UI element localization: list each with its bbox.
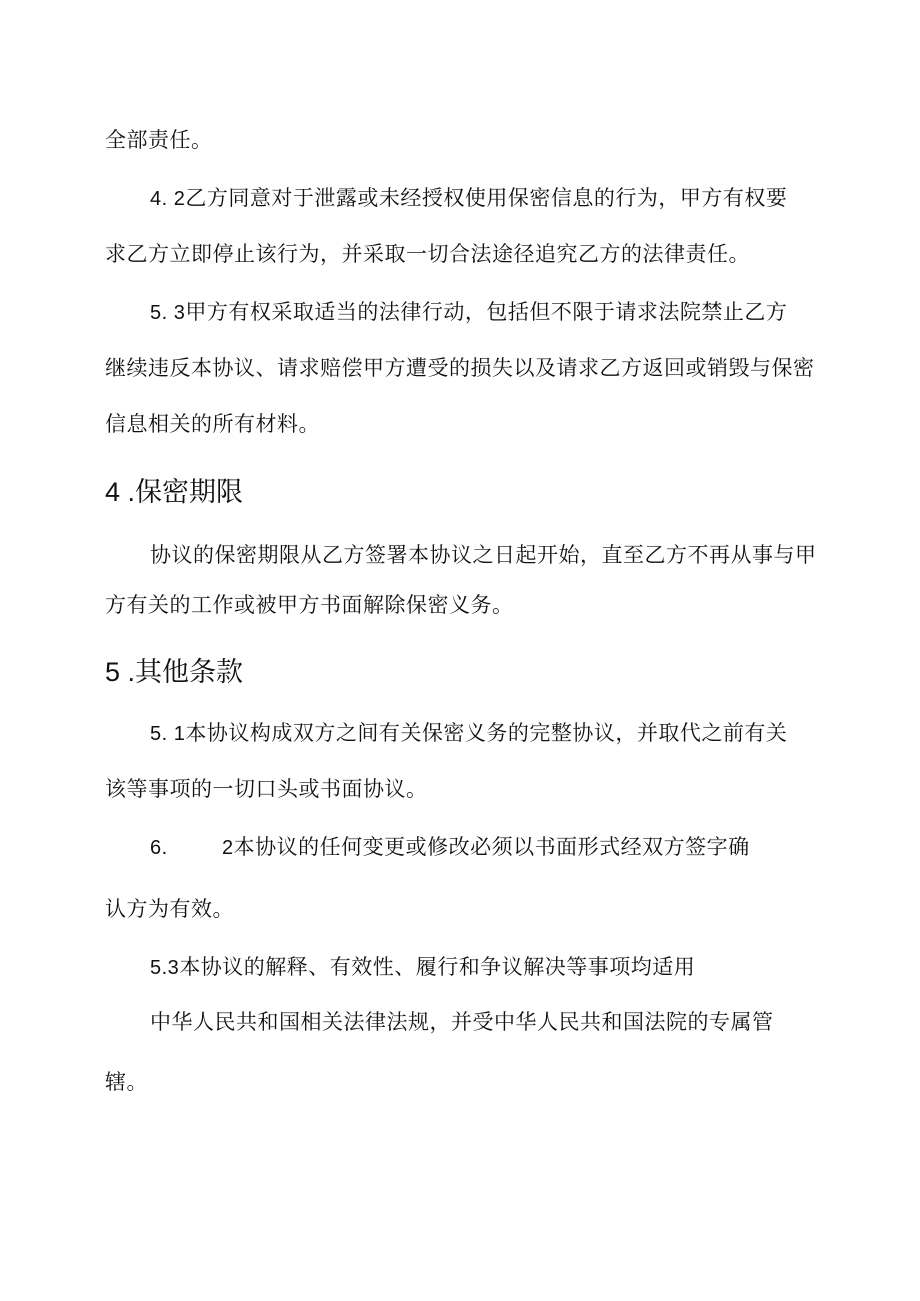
clause-subnumber: 2: [222, 837, 234, 859]
section-number: 5 .: [105, 657, 136, 687]
section-5-heading: [105, 655, 243, 690]
clause-number: 5. 3: [150, 302, 186, 324]
clause-text: 本协议的解释、有效性、履行和争议解决等事项均适用: [179, 955, 696, 979]
clause-5-3-line-3: [105, 410, 320, 438]
paragraph-text: 方有关的工作或被甲方书面解除保密义务。: [105, 593, 514, 617]
clause-5-1-line-1: [150, 719, 787, 748]
clause-5-1-line-2: [105, 775, 428, 803]
section-title: 保密期限: [135, 477, 244, 508]
clause-6-2-line-2: [105, 895, 234, 923]
clause-text: 认方为有效。: [105, 897, 234, 921]
clause-text: 甲方有权采取适当的法律行动，包括但不限于请求法院禁止乙方: [185, 300, 788, 324]
clause-5-3-line-1: [150, 298, 787, 327]
clause-6-2-number: [150, 833, 168, 862]
section-4-heading: [105, 475, 243, 510]
clause-5-3b-line-3: [105, 1068, 148, 1096]
clause-4-2-line-2: [105, 240, 750, 268]
clause-text: 辖。: [105, 1070, 148, 1094]
section-4-line-2: [105, 591, 514, 619]
clause-text: 求乙方立即停止该行为，并采取一切合法途径追究乙方的法律责任。: [105, 242, 750, 266]
clause-text: 中华人民共和国相关法律法规，并受中华人民共和国法院的专属管: [150, 1010, 774, 1034]
paragraph-text: 协议的保密期限从乙方签署本协议之日起开始，直至乙方不再从事与甲: [150, 543, 817, 567]
clause-number: 5. 1: [150, 723, 186, 745]
clause-text: 乙方同意对于泄露或未经授权使用保密信息的行为，甲方有权要: [185, 186, 788, 210]
clause-text: 本协议的任何变更或修改必须以书面形式经双方签字确: [233, 835, 750, 859]
clause-text: 该等事项的一切口头或书面协议。: [105, 777, 428, 801]
clause-6-2-line-1: [222, 833, 750, 862]
clause-text: 本协议构成双方之间有关保密义务的完整协议，并取代之前有关: [185, 721, 788, 745]
paragraph-text: 全部责任。: [105, 128, 213, 152]
clause-number: 4. 2: [150, 188, 186, 210]
clause-text: 信息相关的所有材料。: [105, 412, 320, 436]
clause-number: 6.: [150, 837, 168, 859]
clause-5-3b-line-2: [150, 1008, 774, 1036]
clause-5-3b-line-1: [150, 953, 695, 982]
clause-5-3-line-2: [105, 354, 815, 382]
clause-4-2-line-1: [150, 184, 787, 213]
paragraph-line: [105, 126, 213, 154]
section-number: 4 .: [105, 477, 136, 507]
clause-number: 5.3: [150, 957, 180, 979]
section-4-line-1: [150, 541, 817, 569]
section-title: 其他条款: [135, 657, 244, 688]
clause-text: 继续违反本协议、请求赔偿甲方遭受的损失以及请求乙方返回或销毁与保密: [105, 356, 815, 380]
